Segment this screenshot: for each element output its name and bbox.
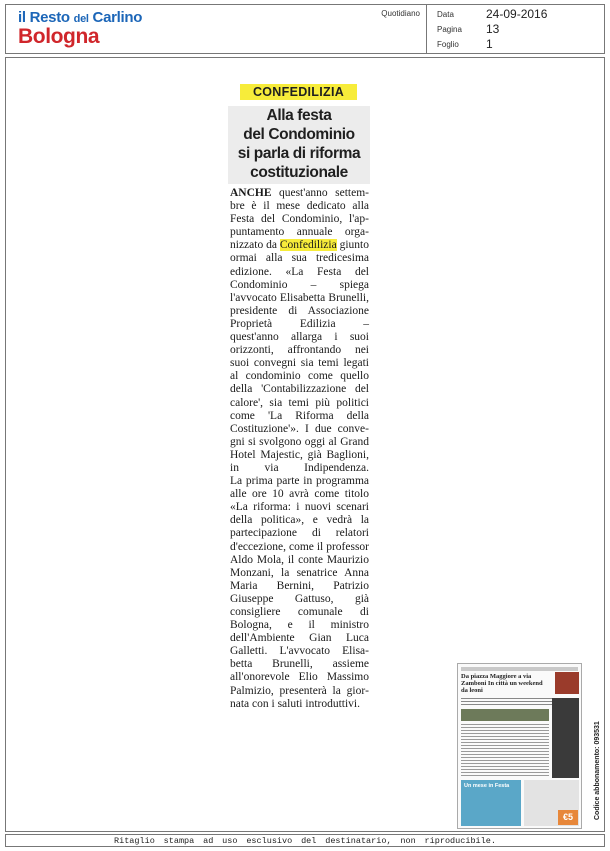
footer-word: non bbox=[400, 835, 416, 846]
thumbnail-banner: Un mese in Festa bbox=[464, 783, 510, 789]
meta-label: Pagina bbox=[437, 25, 462, 34]
subscription-code bbox=[594, 721, 601, 820]
headline-line: Alla festa bbox=[266, 107, 332, 124]
meta-value: 13 bbox=[486, 22, 500, 36]
meta-value: 24-09-2016 bbox=[486, 7, 548, 21]
footer-word: stampa bbox=[163, 835, 195, 846]
meta-label: Foglio bbox=[437, 40, 459, 49]
clipping-meta bbox=[427, 5, 604, 53]
footer-word: esclusivo bbox=[246, 835, 293, 846]
text-run: quest'anno settembre è il mese dedicato alla Festa del Condominio, l'appuntamento annuale organizzato da bbox=[230, 187, 369, 252]
clipping-header bbox=[5, 4, 605, 54]
clipping-footer bbox=[5, 834, 605, 847]
thumbnail-photos bbox=[461, 709, 549, 721]
headline-line: costituzionale bbox=[250, 164, 348, 181]
article-body bbox=[230, 187, 369, 711]
newspaper-logo bbox=[6, 5, 427, 53]
article-paragraph-2: La prima parte in programma alle ore 10 avrà come titolo «La riforma: i nuovi scenari della politica», e vedrà la partecipazione di relatori d'eccezione, come il professor Aldo Mola, il conte Maurizio Monzani, la senatrice Anna Maria Bernini, Patrizio Giuseppe Gattuso, già consigliere comunale di Bologna, e il ministro dell'Ambiente Gian Luca Galletti. L'avvocato Elisabetta Brunelli, assieme all'onorevole Elio Massimo Palmizio, presenterà la giornata con i saluti introduttivi. bbox=[230, 475, 369, 710]
footer-word: riproducibile. bbox=[424, 835, 496, 846]
highlighted-term: Confedilizia bbox=[279, 239, 337, 252]
subscription-code-label: Codice abbonamento: bbox=[594, 746, 601, 820]
headline-line: del Condominio bbox=[243, 126, 355, 143]
thumbnail-price: €5 bbox=[558, 810, 578, 825]
logo-il-resto: il Resto bbox=[18, 9, 70, 26]
meta-date bbox=[437, 7, 597, 21]
lead-word: ANCHE bbox=[230, 187, 272, 199]
footer-word: ad bbox=[203, 835, 214, 846]
headline-line: si parla di riforma bbox=[237, 145, 361, 162]
meta-label: Data bbox=[437, 10, 454, 19]
logo-del: del bbox=[73, 13, 89, 25]
logo-bologna: Bologna bbox=[18, 25, 100, 48]
footer-word: destinatario, bbox=[325, 835, 392, 846]
logo-carlino: Carlino bbox=[92, 9, 143, 26]
meta-sheet bbox=[437, 37, 597, 51]
meta-value: 1 bbox=[486, 37, 493, 51]
article-headline bbox=[228, 106, 370, 184]
footer-word: Ritaglio bbox=[114, 835, 155, 846]
footer-word: uso bbox=[222, 835, 238, 846]
footer-word: del bbox=[301, 835, 317, 846]
meta-page bbox=[437, 22, 597, 36]
thumbnail-title: Da piazza Maggiore a via Zamboni In città un weekend da leoni bbox=[461, 673, 543, 694]
subscription-code-value: 093531 bbox=[594, 721, 601, 745]
page-thumbnail bbox=[457, 663, 582, 829]
article-kicker: CONFEDILIZIA bbox=[240, 84, 357, 100]
publication-type: Quotidiano bbox=[381, 9, 420, 18]
article-paragraph-1 bbox=[230, 187, 369, 475]
text-run: giunto ormai alla sua tredicesima edizione. «La Festa del Condominio – spiega l'avvocato Elisabetta Brunelli, presidente di Associazione Proprietà Edilizia – quest'anno allarga i suoi orizzonti, affrontando nei suoi convegni sia temi legati al condominio come quello della 'Contabilizzazione del calore', sia temi più politici come 'La Riforma della Costituzione'». I due convegni si svolgono oggi al Grand Hotel Majestic, già Baglioni, in via Indipendenza. bbox=[230, 239, 369, 474]
